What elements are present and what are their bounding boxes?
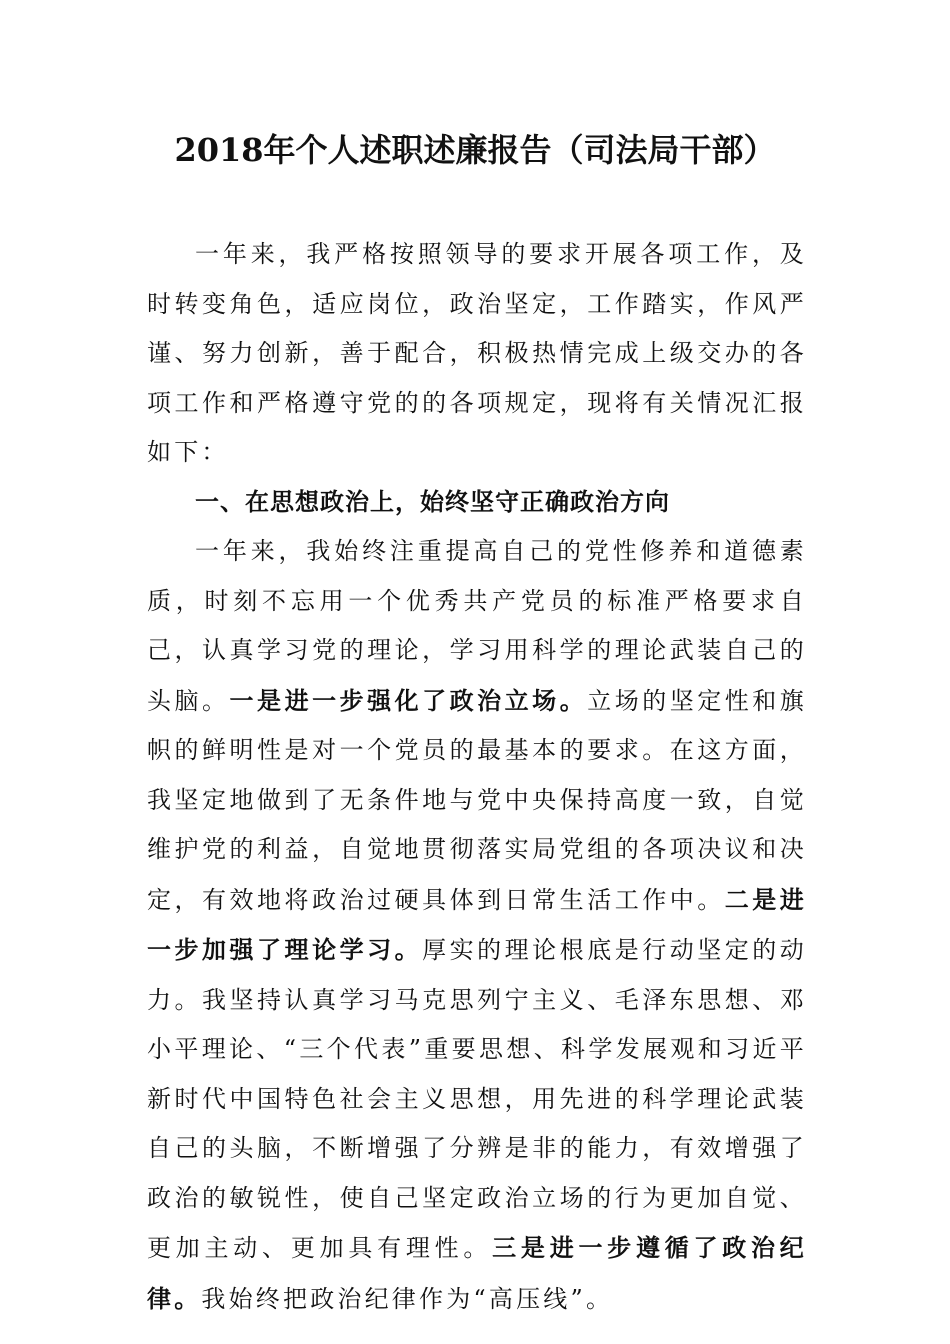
emphasis-text: 二是进一步加强了理论学习。	[147, 884, 807, 964]
section-heading: 一、在思想政治上，始终坚守正确政治方向	[195, 487, 670, 516]
emphasis-text: 一是进一步强化了政治立场。	[229, 685, 588, 715]
intro-paragraph: 一年来，我严格按照领导的要求开展各项工作，及时转变角色，适应岗位，政治坚定，工作踏实，作风严谨、努力创新，善于配合，积极热情完成上级交办的各项工作和严格遵守党的的各项规定，现将有关情况汇报如下：	[147, 240, 807, 466]
paragraph-text: 厚实的理论根底是行动坚定的动力。我坚持认真学习马克思列宁主义、毛泽东思想、邓小平理论、“三个代表”重要思想、科学发展观和习近平新时代中国特色社会主义思想，用先进的科学理论武装自己的头脑，不断增强了分辨是非的能力，有效增强了政治的敏锐性，使自己坚定政治立场的行为更加自觉、更加主动、更加具有理性。	[147, 936, 807, 1262]
paragraph-text: 我始终把政治纪律作为“高压线”。	[201, 1284, 614, 1313]
section-paragraph	[147, 527, 807, 1324]
document-title: 2018年个人述职述廉报告（司法局干部）	[174, 131, 776, 169]
paragraph-text: 一年来，我始终注重提高自己的党性修养和道德素质，时刻不忘用一个优秀共产党员的标准严格要求自己，认真学习党的理论，学习用科学的理论武装自己的头脑。	[147, 537, 807, 715]
document-body	[147, 230, 807, 1324]
emphasis-text: 三是进一步遵循了政治纪律。	[147, 1233, 808, 1313]
paragraph-text: 立场的坚定性和旗帜的鲜明性是对一个党员的最基本的要求。在这方面，我坚定地做到了无条件地与党中央保持高度一致，自觉维护党的利益，自觉地贯彻落实局党组的各项决议和决定，有效地将政治过硬具体到日常生活工作中。	[147, 686, 807, 914]
